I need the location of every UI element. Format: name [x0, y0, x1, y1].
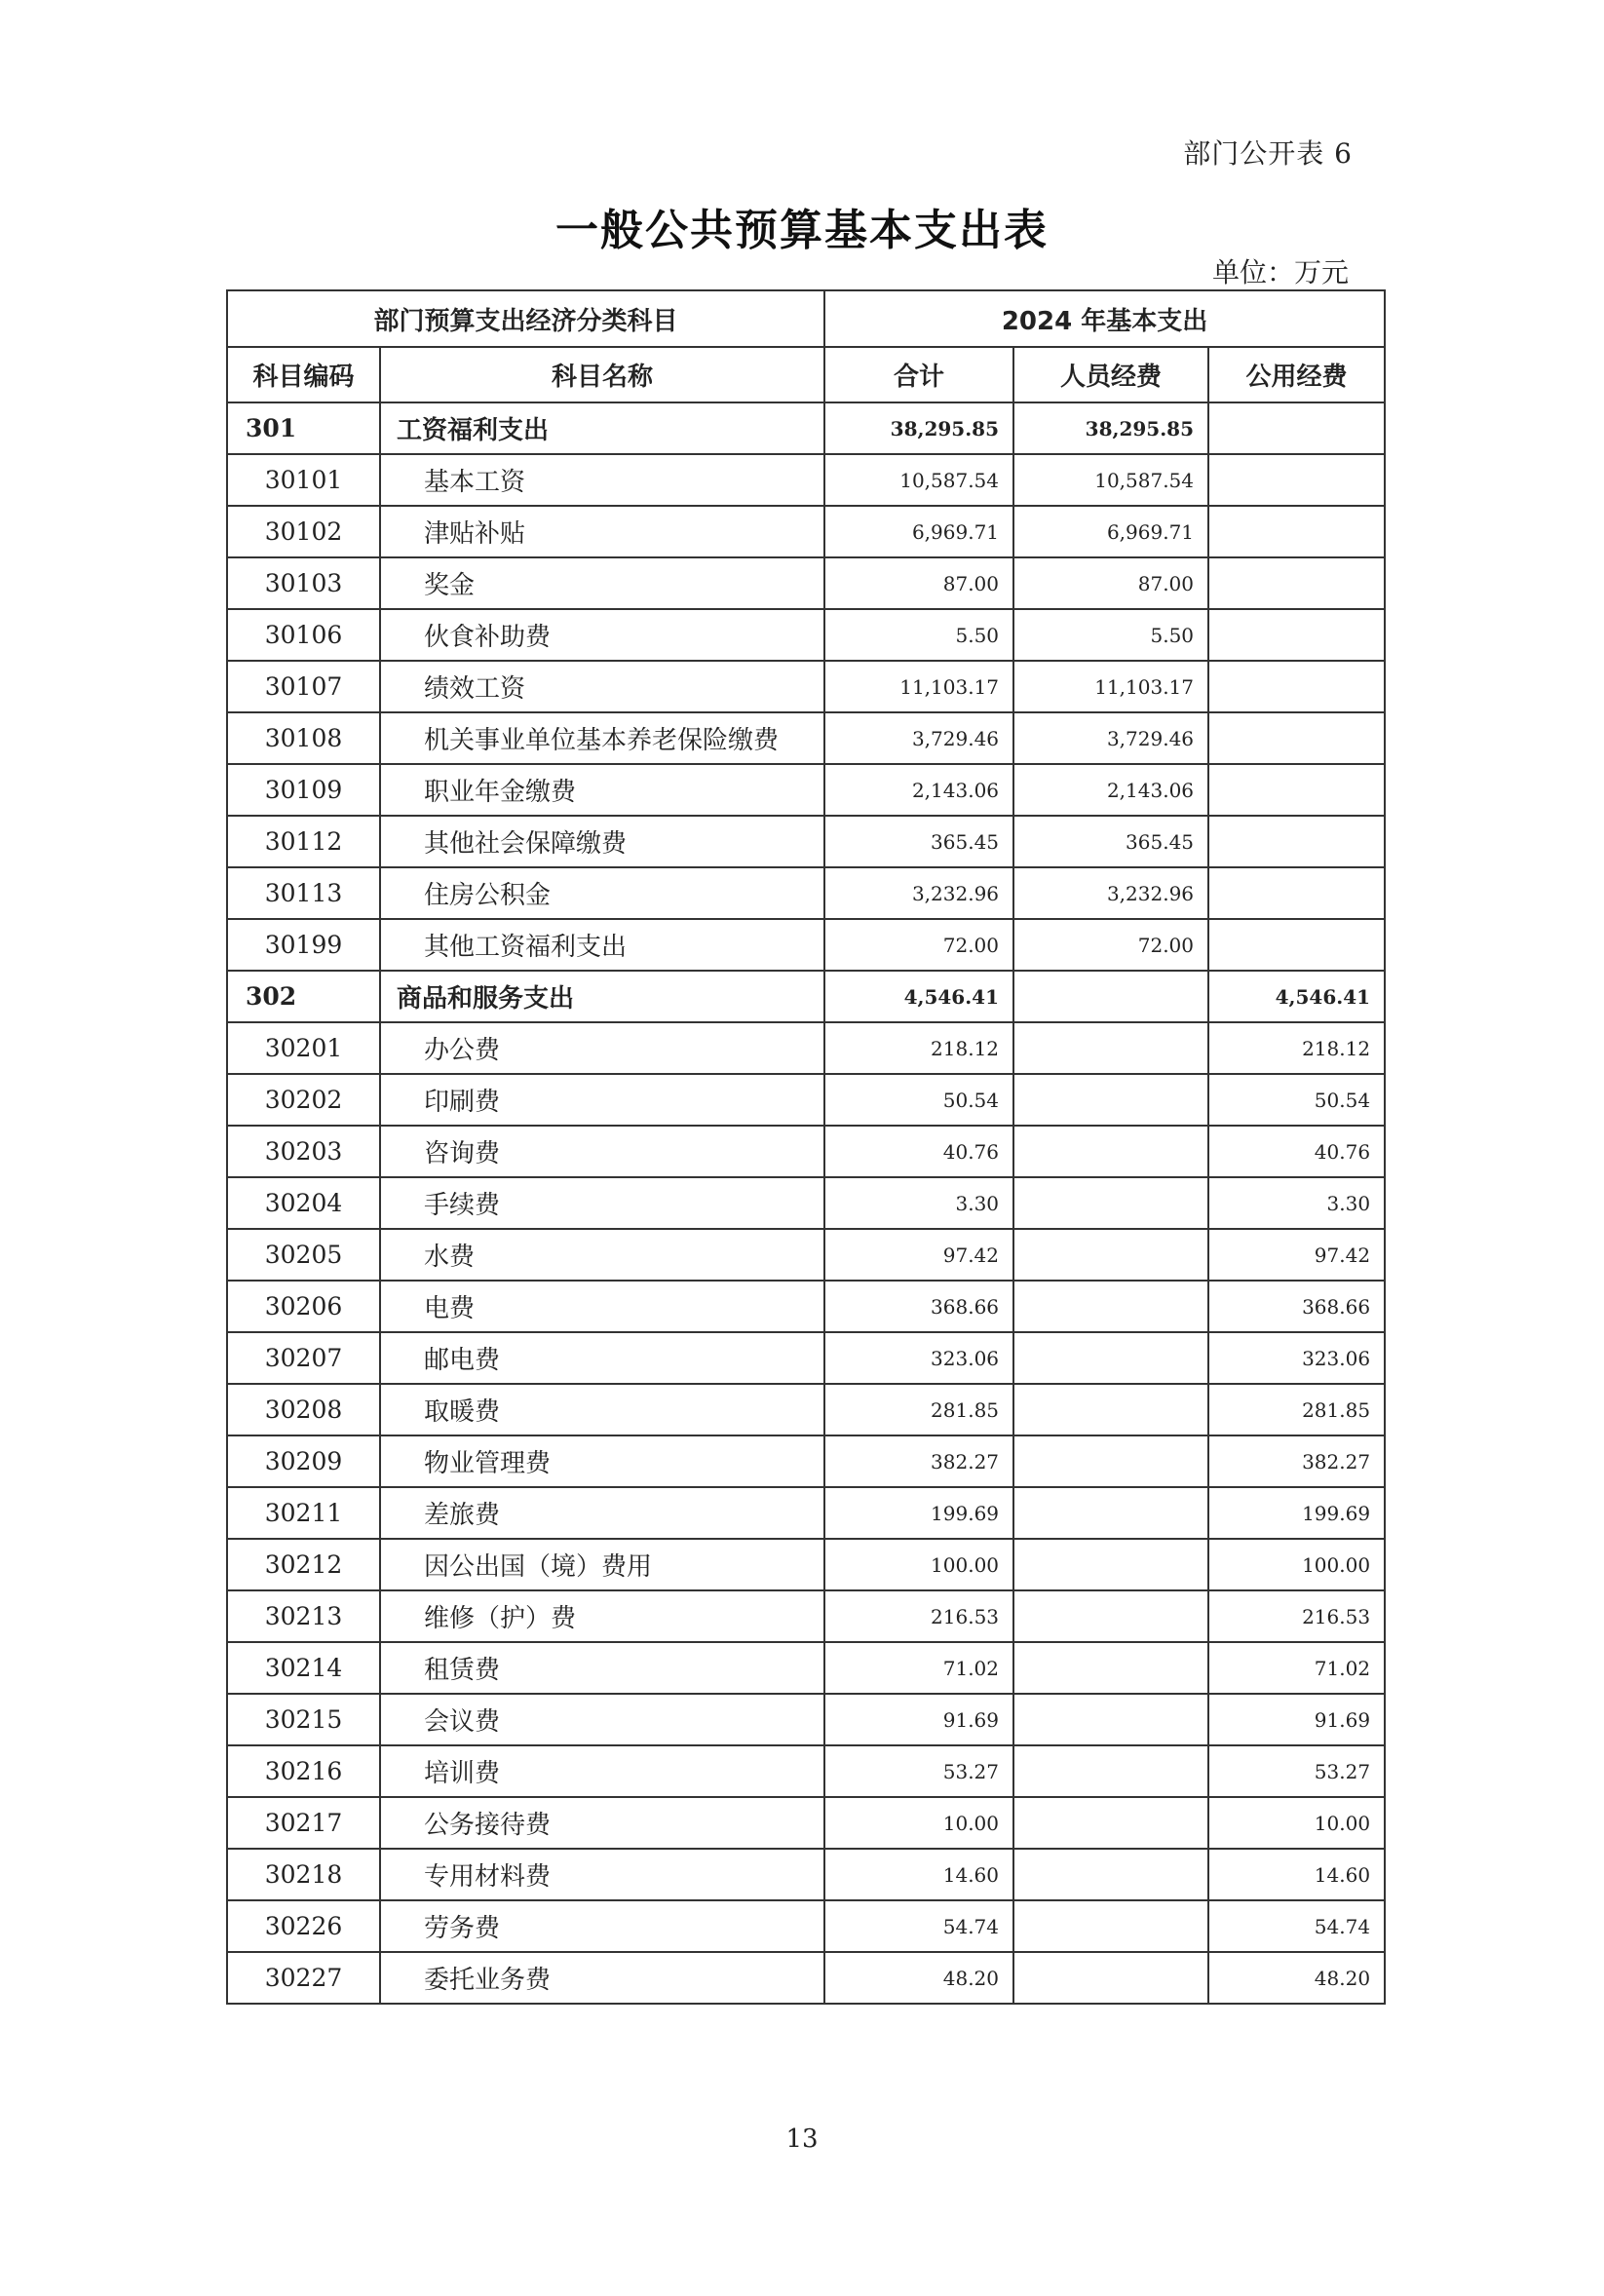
- row-name: 差旅费: [380, 1487, 824, 1539]
- table-row: [227, 1487, 1385, 1539]
- row-personnel: [1013, 1590, 1208, 1642]
- row-personnel: [1013, 1074, 1208, 1126]
- row-name: 因公出国（境）费用: [380, 1539, 824, 1590]
- table-row: [227, 661, 1385, 712]
- row-name: 公务接待费: [380, 1797, 824, 1849]
- row-code: 30103: [227, 557, 380, 609]
- row-personnel: 365.45: [1013, 816, 1208, 867]
- header-total: 合计: [824, 347, 1013, 402]
- row-public: 54.74: [1208, 1900, 1385, 1952]
- row-name: 咨询费: [380, 1126, 824, 1177]
- row-name: 维修（护）费: [380, 1590, 824, 1642]
- row-total: 6,969.71: [824, 506, 1013, 557]
- row-code: 30102: [227, 506, 380, 557]
- row-code: 30208: [227, 1384, 380, 1435]
- table-row: [227, 1797, 1385, 1849]
- row-personnel: [1013, 1384, 1208, 1435]
- row-personnel: 10,587.54: [1013, 454, 1208, 506]
- row-code: 30214: [227, 1642, 380, 1694]
- table-row: [227, 1126, 1385, 1177]
- table-row: [227, 919, 1385, 971]
- table-row: [227, 1332, 1385, 1384]
- row-code: 30212: [227, 1539, 380, 1590]
- row-total: 3,232.96: [824, 867, 1013, 919]
- header-group-basic-expenditure: 2024 年基本支出: [824, 290, 1385, 347]
- table-row: [227, 1590, 1385, 1642]
- row-name: 培训费: [380, 1745, 824, 1797]
- table-row: [227, 402, 1385, 454]
- row-public: 3.30: [1208, 1177, 1385, 1229]
- row-personnel: [1013, 1229, 1208, 1281]
- row-name: 住房公积金: [380, 867, 824, 919]
- row-personnel: [1013, 1900, 1208, 1952]
- row-code: 30205: [227, 1229, 380, 1281]
- row-public: [1208, 402, 1385, 454]
- row-code: 30107: [227, 661, 380, 712]
- row-total: 382.27: [824, 1435, 1013, 1487]
- row-total: 5.50: [824, 609, 1013, 661]
- table-row: [227, 1900, 1385, 1952]
- row-name: 劳务费: [380, 1900, 824, 1952]
- row-public: 10.00: [1208, 1797, 1385, 1849]
- row-public: 50.54: [1208, 1074, 1385, 1126]
- row-public: [1208, 557, 1385, 609]
- row-code: 30209: [227, 1435, 380, 1487]
- row-name: 取暖费: [380, 1384, 824, 1435]
- table-row: [227, 1229, 1385, 1281]
- table-row: [227, 1642, 1385, 1694]
- row-public: [1208, 454, 1385, 506]
- row-name: 会议费: [380, 1694, 824, 1745]
- header-name: 科目名称: [380, 347, 824, 402]
- row-total: 87.00: [824, 557, 1013, 609]
- row-total: 3,729.46: [824, 712, 1013, 764]
- row-public: 40.76: [1208, 1126, 1385, 1177]
- page-title: 一般公共预算基本支出表: [555, 206, 1049, 255]
- row-total: 38,295.85: [824, 402, 1013, 454]
- row-public: 14.60: [1208, 1849, 1385, 1900]
- row-personnel: [1013, 1435, 1208, 1487]
- row-public: 368.66: [1208, 1281, 1385, 1332]
- row-code: 30113: [227, 867, 380, 919]
- row-personnel: 6,969.71: [1013, 506, 1208, 557]
- row-code: 30199: [227, 919, 380, 971]
- table-row: [227, 1022, 1385, 1074]
- row-public: 281.85: [1208, 1384, 1385, 1435]
- row-public: 97.42: [1208, 1229, 1385, 1281]
- row-name: 伙食补助费: [380, 609, 824, 661]
- row-public: 382.27: [1208, 1435, 1385, 1487]
- row-total: 48.20: [824, 1952, 1013, 2004]
- row-total: 10.00: [824, 1797, 1013, 1849]
- table-row: [227, 1281, 1385, 1332]
- table-row: [227, 609, 1385, 661]
- table-row: [227, 1384, 1385, 1435]
- table-row: [227, 712, 1385, 764]
- row-code: 30204: [227, 1177, 380, 1229]
- row-total: 368.66: [824, 1281, 1013, 1332]
- row-public: 4,546.41: [1208, 971, 1385, 1022]
- row-personnel: [1013, 1539, 1208, 1590]
- row-name: 租赁费: [380, 1642, 824, 1694]
- row-total: 10,587.54: [824, 454, 1013, 506]
- row-name: 水费: [380, 1229, 824, 1281]
- table-row: [227, 1435, 1385, 1487]
- row-code: 30226: [227, 1900, 380, 1952]
- row-public: [1208, 867, 1385, 919]
- table-row: [227, 1177, 1385, 1229]
- row-total: 91.69: [824, 1694, 1013, 1745]
- row-public: [1208, 764, 1385, 816]
- row-personnel: [1013, 1952, 1208, 2004]
- row-name: 商品和服务支出: [380, 971, 824, 1022]
- table-row: [227, 557, 1385, 609]
- row-code: 30215: [227, 1694, 380, 1745]
- row-public: [1208, 712, 1385, 764]
- header-group-classification: 部门预算支出经济分类科目: [227, 290, 824, 347]
- row-total: 218.12: [824, 1022, 1013, 1074]
- row-name: 其他工资福利支出: [380, 919, 824, 971]
- row-code: 30227: [227, 1952, 380, 2004]
- page-number: 13: [785, 2124, 819, 2154]
- row-total: 11,103.17: [824, 661, 1013, 712]
- row-public: [1208, 506, 1385, 557]
- row-total: 100.00: [824, 1539, 1013, 1590]
- table-tag: 部门公开表 6: [1183, 137, 1353, 170]
- row-total: 54.74: [824, 1900, 1013, 1952]
- row-total: 199.69: [824, 1487, 1013, 1539]
- row-code: 30206: [227, 1281, 380, 1332]
- row-name: 电费: [380, 1281, 824, 1332]
- row-public: 48.20: [1208, 1952, 1385, 2004]
- row-name: 基本工资: [380, 454, 824, 506]
- unit-label: 单位：万元: [1211, 256, 1349, 288]
- row-public: 100.00: [1208, 1539, 1385, 1590]
- row-personnel: [1013, 1694, 1208, 1745]
- row-name: 专用材料费: [380, 1849, 824, 1900]
- table-row: [227, 816, 1385, 867]
- table-row: [227, 1745, 1385, 1797]
- table-row: [227, 1694, 1385, 1745]
- row-total: 323.06: [824, 1332, 1013, 1384]
- row-personnel: [1013, 1642, 1208, 1694]
- row-code: 30218: [227, 1849, 380, 1900]
- row-total: 2,143.06: [824, 764, 1013, 816]
- row-code: 30201: [227, 1022, 380, 1074]
- row-code: 30217: [227, 1797, 380, 1849]
- row-name: 物业管理费: [380, 1435, 824, 1487]
- row-name: 委托业务费: [380, 1952, 824, 2004]
- table-row: [227, 1074, 1385, 1126]
- row-total: 14.60: [824, 1849, 1013, 1900]
- table-row: [227, 1849, 1385, 1900]
- row-total: 4,546.41: [824, 971, 1013, 1022]
- row-code: 30207: [227, 1332, 380, 1384]
- row-name: 职业年金缴费: [380, 764, 824, 816]
- row-public: 218.12: [1208, 1022, 1385, 1074]
- budget-table: [226, 289, 1386, 2005]
- row-code: 302: [227, 971, 380, 1022]
- row-code: 30108: [227, 712, 380, 764]
- row-code: 30109: [227, 764, 380, 816]
- row-personnel: [1013, 1487, 1208, 1539]
- row-name: 工资福利支出: [380, 402, 824, 454]
- table-row: [227, 506, 1385, 557]
- row-public: 91.69: [1208, 1694, 1385, 1745]
- row-code: 30213: [227, 1590, 380, 1642]
- row-code: 301: [227, 402, 380, 454]
- row-total: 72.00: [824, 919, 1013, 971]
- row-code: 30216: [227, 1745, 380, 1797]
- header-code: 科目编码: [227, 347, 380, 402]
- table-row: [227, 764, 1385, 816]
- row-public: 323.06: [1208, 1332, 1385, 1384]
- row-name: 办公费: [380, 1022, 824, 1074]
- row-total: 40.76: [824, 1126, 1013, 1177]
- row-code: 30101: [227, 454, 380, 506]
- row-public: [1208, 816, 1385, 867]
- table-row: [227, 971, 1385, 1022]
- row-public: 53.27: [1208, 1745, 1385, 1797]
- row-total: 53.27: [824, 1745, 1013, 1797]
- header-public: 公用经费: [1208, 347, 1385, 402]
- row-name: 邮电费: [380, 1332, 824, 1384]
- row-personnel: 3,232.96: [1013, 867, 1208, 919]
- row-name: 其他社会保障缴费: [380, 816, 824, 867]
- row-total: 3.30: [824, 1177, 1013, 1229]
- row-public: [1208, 661, 1385, 712]
- header-personnel: 人员经费: [1013, 347, 1208, 402]
- row-name: 津贴补贴: [380, 506, 824, 557]
- row-personnel: [1013, 971, 1208, 1022]
- row-personnel: [1013, 1849, 1208, 1900]
- row-personnel: [1013, 1022, 1208, 1074]
- row-public: 216.53: [1208, 1590, 1385, 1642]
- row-personnel: 5.50: [1013, 609, 1208, 661]
- row-name: 机关事业单位基本养老保险缴费: [380, 712, 824, 764]
- row-public: [1208, 609, 1385, 661]
- table-row: [227, 1539, 1385, 1590]
- row-personnel: [1013, 1281, 1208, 1332]
- row-total: 71.02: [824, 1642, 1013, 1694]
- row-public: 199.69: [1208, 1487, 1385, 1539]
- table-row: [227, 867, 1385, 919]
- row-code: 30202: [227, 1074, 380, 1126]
- table-row: [227, 1952, 1385, 2004]
- row-total: 97.42: [824, 1229, 1013, 1281]
- row-name: 手续费: [380, 1177, 824, 1229]
- row-personnel: 72.00: [1013, 919, 1208, 971]
- row-public: [1208, 919, 1385, 971]
- row-total: 50.54: [824, 1074, 1013, 1126]
- row-code: 30211: [227, 1487, 380, 1539]
- row-personnel: 38,295.85: [1013, 402, 1208, 454]
- row-public: 71.02: [1208, 1642, 1385, 1694]
- row-personnel: [1013, 1797, 1208, 1849]
- row-name: 绩效工资: [380, 661, 824, 712]
- row-personnel: 11,103.17: [1013, 661, 1208, 712]
- row-total: 216.53: [824, 1590, 1013, 1642]
- row-code: 30203: [227, 1126, 380, 1177]
- row-personnel: 87.00: [1013, 557, 1208, 609]
- row-total: 281.85: [824, 1384, 1013, 1435]
- row-code: 30112: [227, 816, 380, 867]
- row-personnel: [1013, 1745, 1208, 1797]
- row-personnel: [1013, 1126, 1208, 1177]
- row-name: 奖金: [380, 557, 824, 609]
- table-row: [227, 454, 1385, 506]
- row-total: 365.45: [824, 816, 1013, 867]
- row-name: 印刷费: [380, 1074, 824, 1126]
- row-code: 30106: [227, 609, 380, 661]
- row-personnel: 3,729.46: [1013, 712, 1208, 764]
- row-personnel: [1013, 1332, 1208, 1384]
- row-personnel: [1013, 1177, 1208, 1229]
- row-personnel: 2,143.06: [1013, 764, 1208, 816]
